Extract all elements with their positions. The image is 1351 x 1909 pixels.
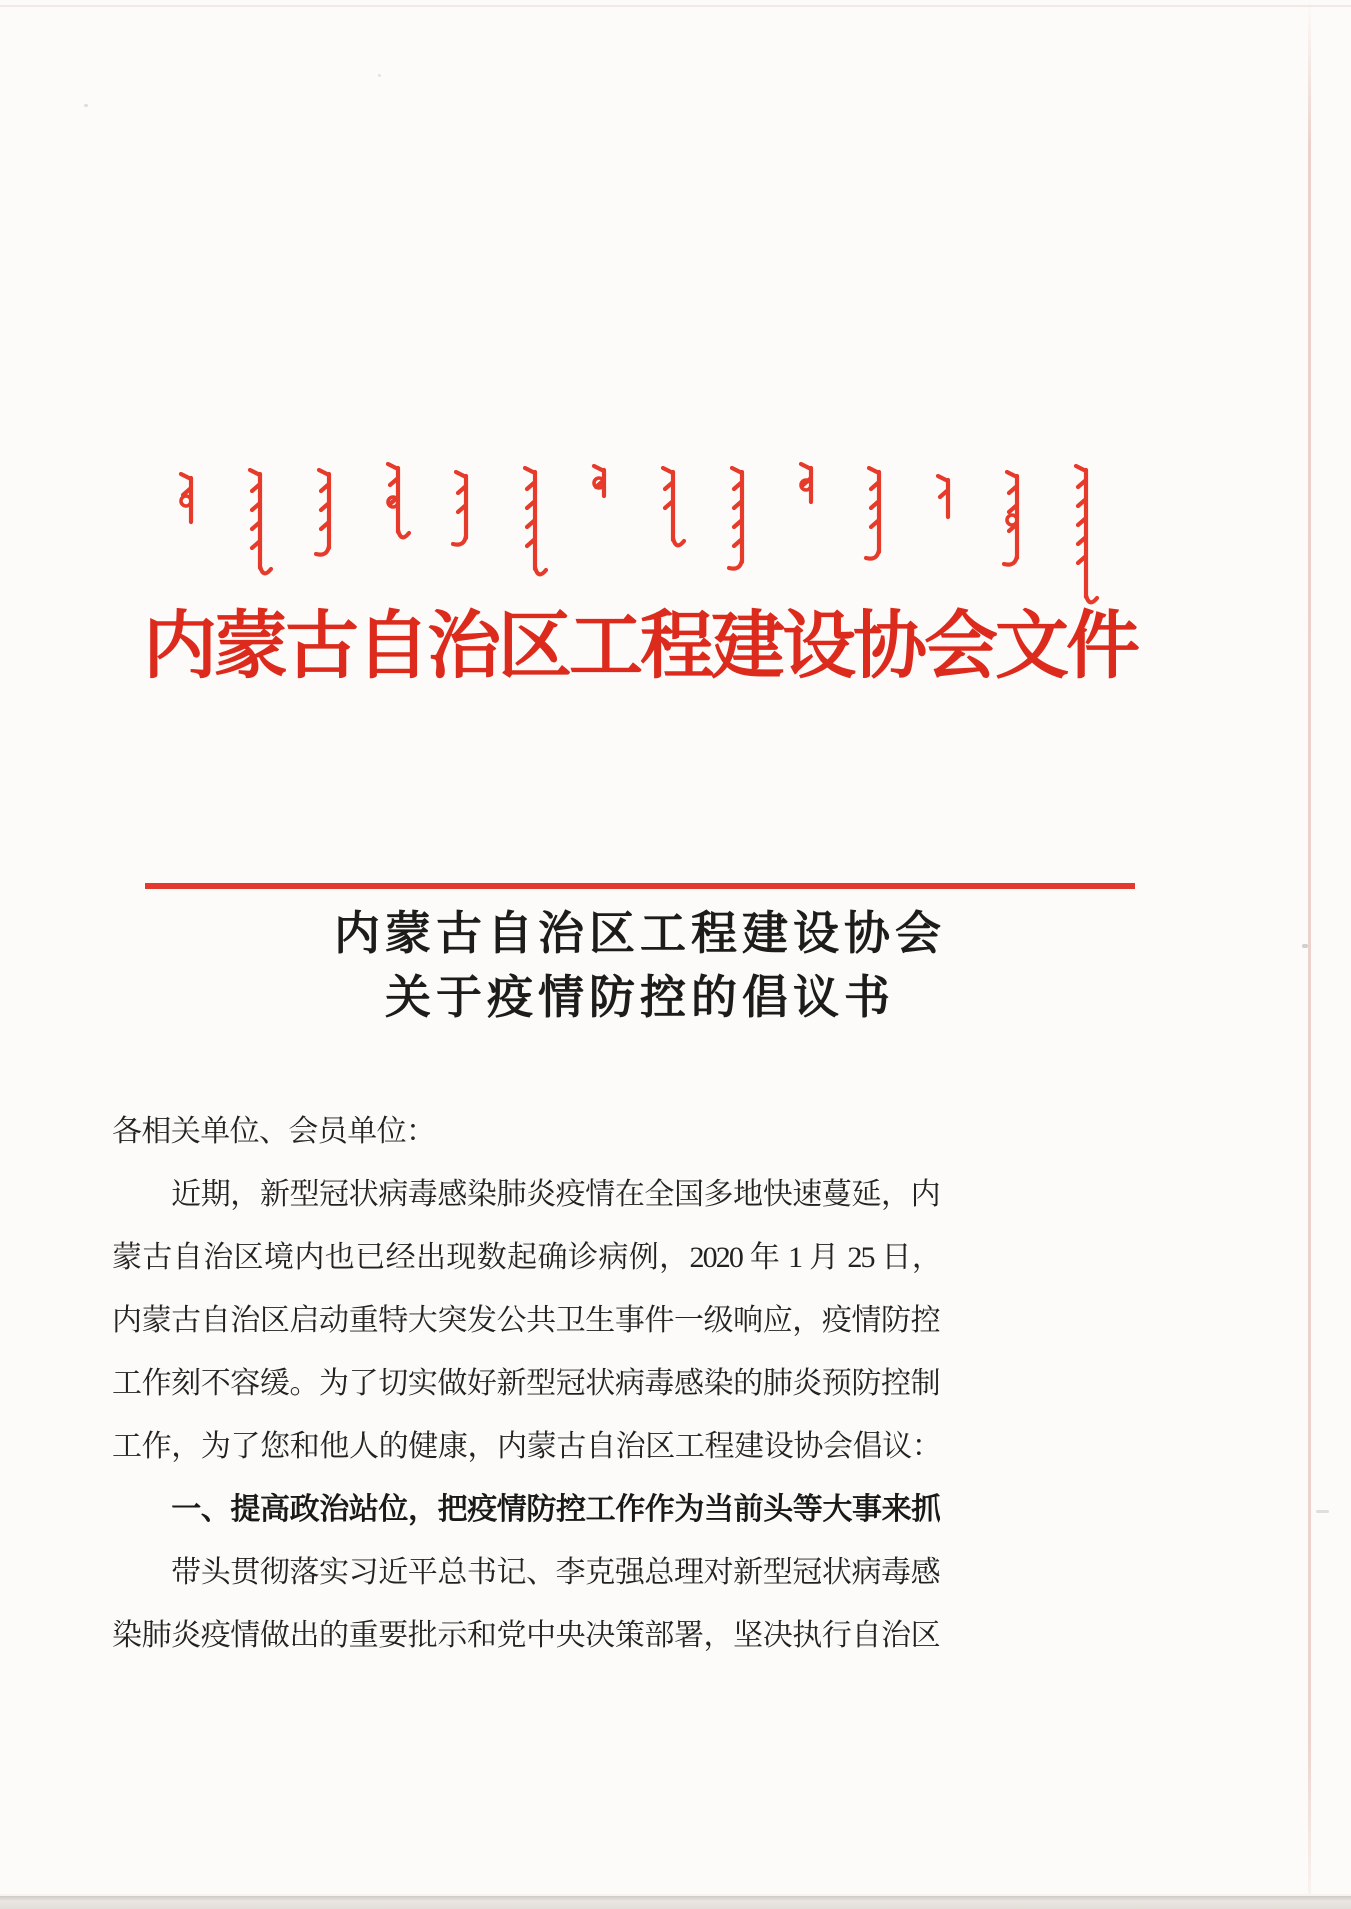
body-line: 各相关单位、会员单位： [112, 1115, 436, 1148]
scan-edge-shadow-bottom [0, 1894, 1351, 1909]
mongolian-word-glyph [313, 468, 343, 564]
body-line: 蒙古自治区境内也已经出现数起确诊病例，2020 年 1 月 25 日， [112, 1241, 940, 1274]
mongolian-word-glyph [1001, 470, 1031, 574]
document-title-line1: 内蒙古自治区工程建设协会 [334, 908, 946, 959]
mongolian-word-glyph [382, 462, 412, 548]
scan-edge-shadow-top [0, 5, 1351, 7]
mongolian-word-glyph [795, 462, 825, 518]
scan-speck [84, 104, 88, 107]
mongolian-word-glyph [932, 474, 962, 533]
document-body [112, 1100, 940, 1667]
body-line: 近期，新型冠状病毒感染肺炎疫情在全国多地快速蔓延，内 [112, 1178, 940, 1211]
body-line-emphasis: 一、提高政治站位，把疫情防控工作作为当前头等大事来抓 [112, 1493, 940, 1526]
body-line: 内蒙古自治区启动重特大突发公共卫生事件一级响应，疫情防控 [112, 1304, 940, 1337]
scan-speck [378, 74, 381, 77]
mongolian-word-glyph [657, 466, 687, 556]
scan-edge-shadow-right [1308, 0, 1311, 1895]
mongolian-script-banner [175, 462, 1100, 602]
document-title [0, 902, 1280, 1030]
body-line: 染肺炎疫情做出的重要批示和党中央决策部署，坚决执行自治区 [112, 1619, 940, 1652]
mongolian-word-glyph [863, 466, 893, 568]
body-line: 工作，为了您和他人的健康，内蒙古自治区工程建设协会倡议： [112, 1430, 940, 1463]
mongolian-word-glyph [726, 466, 756, 578]
scan-speck [1316, 1510, 1329, 1513]
letterhead-divider-rule [145, 883, 1135, 889]
mongolian-word-glyph [588, 464, 618, 512]
document-title-line2: 关于疫情防控的倡议书 [385, 972, 895, 1023]
mongolian-word-glyph [519, 466, 549, 585]
mongolian-word-glyph [450, 470, 480, 554]
mongolian-word-glyph [175, 472, 205, 538]
mongolian-word-glyph [244, 468, 274, 584]
body-line: 带头贯彻落实习近平总书记、李克强总理对新型冠状病毒感 [112, 1556, 940, 1589]
org-letterhead-title: 内蒙古自治区工程建设协会文件 [143, 606, 1137, 688]
body-line: 工作刻不容缓。为了切实做好新型冠状病毒感染的肺炎预防控制 [112, 1367, 940, 1400]
